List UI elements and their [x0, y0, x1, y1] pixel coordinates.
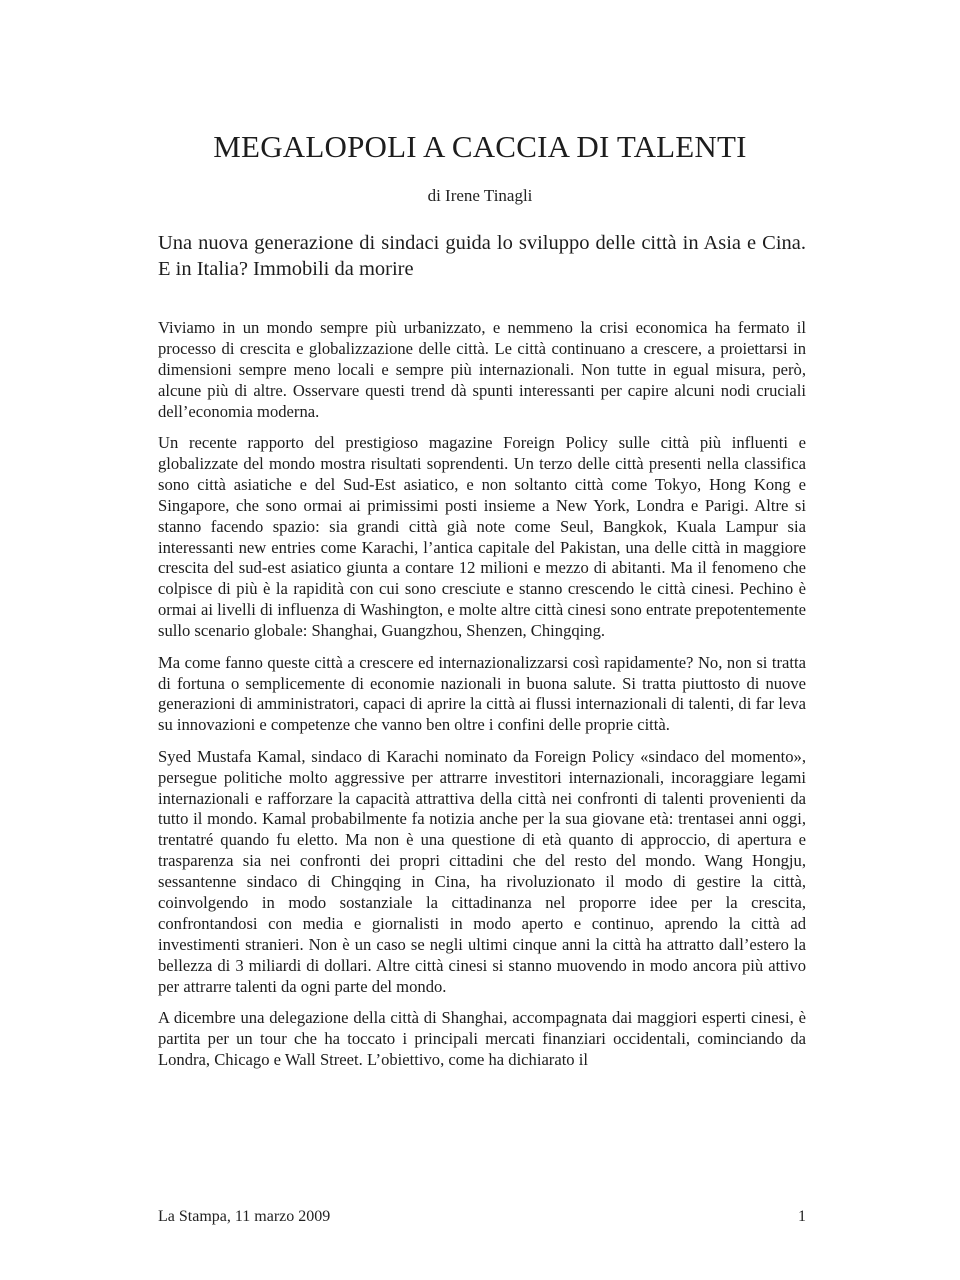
- article-subtitle: Una nuova generazione di sindaci guida lo sviluppo delle città in Asia e Cina. E in Italia? Immobili da morire: [158, 232, 806, 280]
- paragraph: A dicembre una delegazione della città di Shanghai, accompagnata dai maggiori esperti cinesi, è partita per un tour che ha toccato i principali mercati finanziari occidentali, cominciando da Londra, Chicago e Wall Street. L’obiettivo, come ha dichiarato il: [158, 1008, 806, 1069]
- paragraph: Ma come fanno queste città a crescere ed internazionalizzarsi così rapidamente? No, non si tratta di fortuna o semplicemente di economie nazionali in buona salute. Si tratta piuttosto di nuove generazioni di amministratori, capaci di aprire la città ai flussi internazionali di talenti, di far leva su innovazioni e competenze che vanno ben oltre i confini delle proprie città.: [158, 652, 806, 735]
- paragraph: Un recente rapporto del prestigioso magazine Foreign Policy sulle città più influenti e globalizzate del mondo mostra risultati soprendenti. Un terzo delle città presenti nella classifica sono città asiatiche e del Sud-Est asiatico, e non soltanto città come Tokyo, Hong Kong e Singapore, che sono ormai ai primissimi posti insieme a New York, Londra e Parigi. Altre si stanno facendo spazio: sia grandi città già note come Seul, Bangkok, Kuala Lampur sia interessanti new entries come Karachi, l’antica capitale del Pakistan, una delle città in maggiore crescita del sud-est asiatico giunta a contare 12 milioni e mezzo di abitanti. Ma il fenomeno che colpisce di più è la rapidità con cui sono cresciute e stanno crescendo le città cinesi. Pechino è ormai ai livelli di influenza di Washington, e molte altre città cinesi sono entrate prepotentemente sullo scenario globale: Shanghai, Guangzhou, Shenzen, Chingqing.: [158, 433, 806, 641]
- paragraph: Syed Mustafa Kamal, sindaco di Karachi nominato da Foreign Policy «sindaco del momento», persegue politiche molto aggressive per attrarre investitori internazionali, incoraggiare legami internazionali e rafforzare la capacità attrattiva della città nei confronti di talenti provenienti da tutto il mondo. Kamal probabilmente fa notizia anche per la sua giovane età: trentasei anni oggi, trentatré quando fu eletto. Ma non è una questione di età quanto di approccio, di apertura e trasparenza sia nei confronti dei propri cittadini che del resto del mondo. Wang Hongju, sessantenne sindaco di Chingqing in Cina, ha rivoluzionato il modo di gestire la città, coinvolgendo in modo sostanziale la cittadinanza nel proporre idee per la crescita, confrontandosi con media e giornalisti in modo aperto e continuo, aprendo la città ad investimenti stranieri. Non è un caso se negli ultimi cinque anni la città ha attratto dall’estero la bellezza di 3 miliardi di dollari. Altre città cinesi si stanno muovendo in modo ancora più attivo per attrarre talenti da ogni parte del mondo.: [158, 746, 806, 996]
- article-body: [158, 318, 806, 1081]
- paragraph: Viviamo in un mondo sempre più urbanizzato, e nemmeno la crisi economica ha fermato il processo di crescita e globalizzazione delle città. Le città continuano a crescere, a proiettarsi in dimensioni sempre meno locali e sempre più internazionali. Non tutte in egual misura, però, alcune più di altre. Osservare questi trend dà spunti interessanti per capire alcuni nodi cruciali dell’economia moderna.: [158, 318, 806, 421]
- article-title: MEGALOPOLI A CACCIA DI TALENTI: [213, 129, 747, 164]
- page-number: 1: [798, 1208, 806, 1225]
- footer-source: La Stampa, 11 marzo 2009: [158, 1208, 331, 1225]
- article-byline: di Irene Tinagli: [427, 186, 533, 205]
